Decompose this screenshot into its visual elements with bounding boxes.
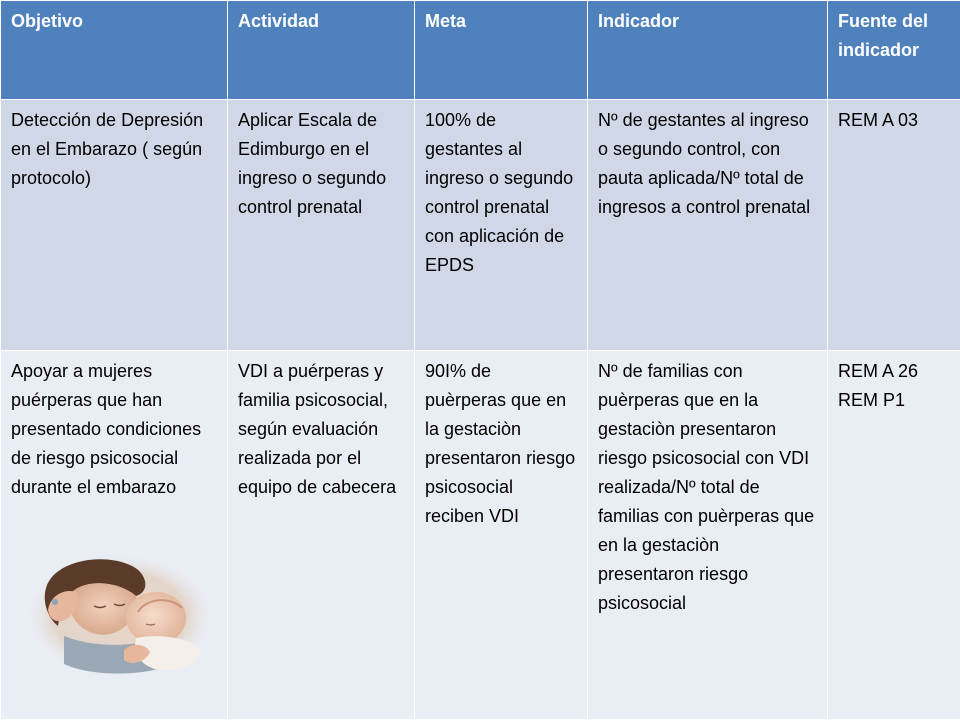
cell-meta: 90I% de puèrperas que en la gestaciòn presentaron riesgo psicosocial reciben VDI bbox=[415, 351, 588, 720]
header-actividad: Actividad bbox=[228, 1, 415, 100]
table-row bbox=[1, 100, 960, 351]
cell-fuente: REM A 26 REM P1 bbox=[828, 351, 960, 720]
mother-baby-photo bbox=[24, 552, 216, 680]
header-meta: Meta bbox=[415, 1, 588, 100]
cell-objetivo: Detección de Depresión en el Embarazo ( según protocolo) bbox=[1, 100, 228, 351]
table-header-row bbox=[1, 1, 960, 100]
header-fuente: Fuente del indicador bbox=[828, 1, 960, 100]
header-indicador: Indicador bbox=[588, 1, 828, 100]
cell-indicador: Nº de familias con puèrperas que en la gestaciòn presentaron riesgo psicosocial con VDI realizada/Nº total de familias con puèrperas que en la gestaciòn presentaron riesgo psicosocial bbox=[588, 351, 828, 720]
cell-indicador: Nº de gestantes al ingreso o segundo control, con pauta aplicada/Nº total de ingresos a control prenatal bbox=[588, 100, 828, 351]
cell-objetivo: Apoyar a mujeres puérperas que han presentado condiciones de riesgo psicosocial durante el embarazo bbox=[1, 351, 228, 720]
header-objetivo: Objetivo bbox=[1, 1, 228, 100]
cell-actividad: Aplicar Escala de Edimburgo en el ingreso o segundo control prenatal bbox=[228, 100, 415, 351]
cell-actividad: VDI a puérperas y familia psicosocial, según evaluación realizada por el equipo de cabecera bbox=[228, 351, 415, 720]
cell-fuente: REM A 03 bbox=[828, 100, 960, 351]
cell-meta: 100% de gestantes al ingreso o segundo control prenatal con aplicación de EPDS bbox=[415, 100, 588, 351]
